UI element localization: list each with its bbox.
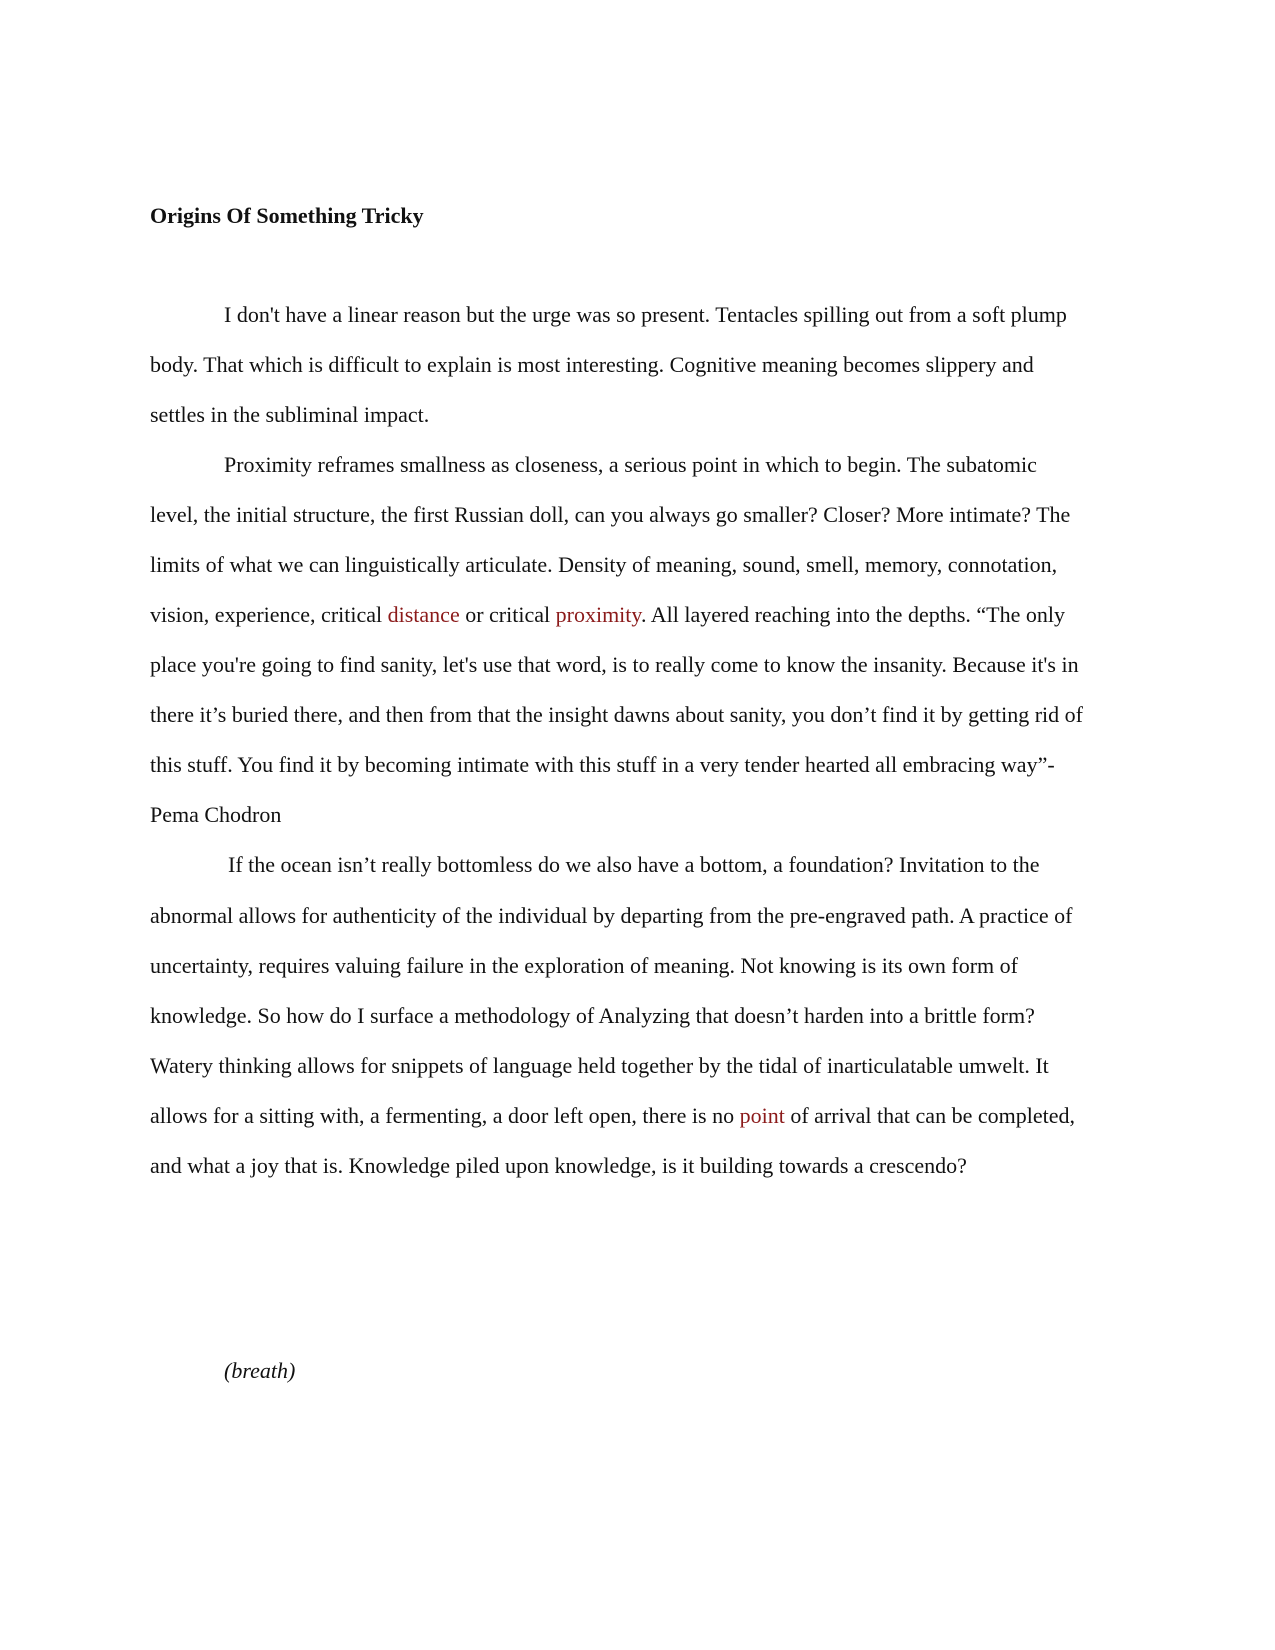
paragraph-3-line-4: knowledge. So how do I surface a methodology of Analyzing that doesn’t harden into a brittle form? (150, 1003, 1035, 1028)
text-run: vision, experience, critical (150, 602, 388, 627)
text-run: or critical (459, 602, 556, 627)
document-title: Origins Of Something Tricky (150, 203, 424, 228)
highlighted-word-point: point (739, 1103, 785, 1128)
paragraph-3-line-6 (150, 1102, 1075, 1130)
highlighted-word-distance: distance (387, 602, 460, 627)
quote-attribution: Pema Chodron (150, 802, 282, 827)
paragraph-1-line-1: I don't have a linear reason but the urge was so present. Tentacles spilling out from a soft plump (224, 302, 1067, 327)
paragraph-3-line-7: and what a joy that is. Knowledge piled upon knowledge, is it building towards a crescendo? (150, 1153, 967, 1178)
paragraph-2-line-4 (150, 601, 1065, 629)
paragraph-3-line-2: abnormal allows for authenticity of the individual by departing from the pre-engraved path. A practice of (150, 903, 1073, 928)
paragraph-1-line-3: settles in the subliminal impact. (150, 402, 430, 427)
paragraph-2-line-7: this stuff. You find it by becoming intimate with this stuff in a very tender hearted all embracing way”- (150, 752, 1055, 777)
paragraph-2-line-2: level, the initial structure, the first Russian doll, can you always go smaller? Closer? More intimate? The (150, 502, 1071, 527)
paragraph-2-line-1: Proximity reframes smallness as closeness, a serious point in which to begin. The subatomic (224, 452, 1037, 477)
highlighted-word-proximity: proximity (555, 602, 641, 627)
text-run: . All layered reaching into the depths. “The only (640, 602, 1065, 627)
paragraph-2-line-3: limits of what we can linguistically articulate. Density of meaning, sound, smell, memory, connotation, (150, 552, 1058, 577)
paragraph-2-line-6: there it’s buried there, and then from that the insight dawns about sanity, you don’t find it by getting rid of (150, 702, 1083, 727)
paragraph-1-line-2: body. That which is difficult to explain is most interesting. Cognitive meaning becomes slippery and (150, 352, 1034, 377)
paragraph-2-line-5: place you're going to find sanity, let's use that word, is to really come to know the insanity. Because it's in (150, 652, 1079, 677)
text-run: of arrival that can be completed, (784, 1103, 1075, 1128)
paragraph-3-line-3: uncertainty, requires valuing failure in the exploration of meaning. Not knowing is its own form of (150, 953, 1018, 978)
paragraph-3-line-1: If the ocean isn’t really bottomless do we also have a bottom, a foundation? Invitation to the (228, 852, 1040, 877)
text-run: allows for a sitting with, a fermenting, a door left open, there is no (150, 1103, 740, 1128)
paragraph-3-line-5: Watery thinking allows for snippets of language held together by the tidal of inarticulatable umwelt. It (150, 1053, 1049, 1078)
breath-note: (breath) (224, 1358, 296, 1383)
